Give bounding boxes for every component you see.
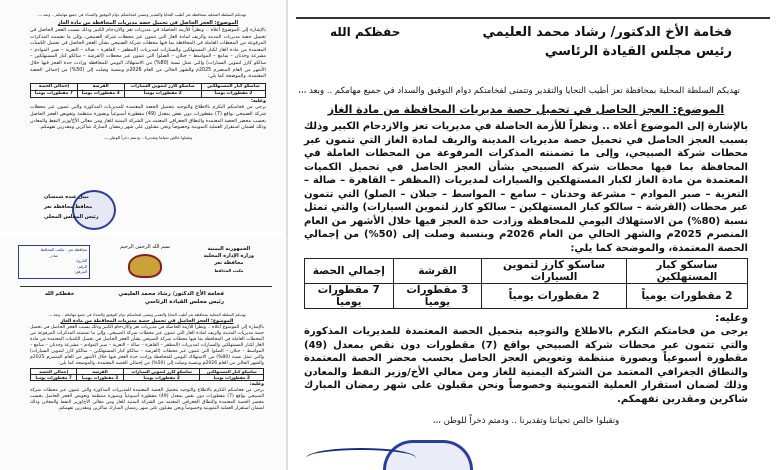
blessing: حفظكم الله — [45, 291, 75, 297]
signature-scribble — [306, 448, 416, 468]
box-number: الرقم: — [77, 263, 87, 269]
blessing: حفظكم الله — [330, 25, 401, 39]
addressee-line1: فخامة الأخ الدكتور/ رشاد محمد العليمي — [482, 25, 732, 40]
quota-table — [30, 83, 266, 98]
national-emblem-icon — [128, 254, 162, 278]
letter-body — [30, 319, 264, 412]
quota-table — [30, 368, 264, 381]
table-cell: 3 مقطورات يومياً — [77, 90, 124, 97]
table-header: ساسكو كارز لتموين السيارات — [123, 369, 200, 375]
body-paragraph-2: يرجى من فخامتكم التكرم بالاطلاع والتوجيه بتحميل الحصة المعتمدة للمديريات المذكورة والتي تتمون عبر محطات شركة الصبيحي بواقع (7) مقطورات دون نقص بمعدل (49) مقطورة أسبوعياً وبصورة منتظمة وتعويض العجز الحاصل بحسب محضر الحصة المعتمدة والنطاق الجغرافي المعتمد من الشركة اليمنية للغاز ومن معالي الأخ/وزير النفط والمعادن وذلك لضمان استقرار العملية التموينية وخصوصاً ونحن مقبلون على شهر رمضان المبارك شاكرين ومقدرين تفهمكم. — [304, 326, 748, 405]
table-header: إجمالي الحصة — [31, 83, 78, 90]
main-letter — [286, 0, 780, 470]
letter-copy-top — [0, 0, 284, 232]
header-divider — [296, 17, 770, 19]
greeting: تهديكم السلطة المحلية بمحافظة تعز أطيب التحايا والتقدير وتتمنى لفخامتكم دوام التوفيق والسداد في جميع مهامكم .. وبعد ،،، — [298, 86, 740, 96]
letter-body — [304, 103, 748, 426]
therefore-label: وعليه: — [715, 312, 748, 324]
outgoing-box — [18, 245, 90, 279]
box-title: محافظة تعز - مكتب المحافظ — [40, 247, 87, 252]
box-attachments: المرفق: — [74, 269, 87, 274]
table-header: إجمالي الحصة — [31, 369, 77, 375]
table-cell: 2 مقطورات يومياً — [123, 375, 200, 381]
table-cell: 7 مقطورات يومياً — [31, 90, 78, 97]
basmala: بسم الله الرحمن الرحيم — [120, 244, 171, 250]
therefore-label: وعليه: — [249, 382, 264, 387]
body-paragraph-2: يرجى من فخامتكم التكرم بالاطلاع والتوجيه بتحميل الحصة المعتمدة للمديريات المذكورة والتي تتمون عبر محطات شركة الصبيحي بواقع (7) مقطورات دون نقص بمعدل (49) مقطورة أسبوعياً وبصورة منتظمة وتعويض العجز الحاصل بحسب محضر الحصة المعتمدة والنطاق الجغرافي المعتمد من الشركة اليمنية للغاز ومن معالي الأخ/وزير النفط والمعادن وذلك لضمان استقرار العملية التموينية وخصوصاً ونحن مقبلون على شهر رمضان المبارك شاكرين ومقدرين تفهمكم. — [30, 105, 267, 131]
table-cell: 3 مقطورات يومياً — [77, 375, 123, 381]
table-header: ساسكو كبار المستهلكين — [200, 369, 264, 375]
ministry-name: وزارة الإدارة المحلية — [203, 253, 254, 259]
box-date: التاريخ: — [75, 258, 87, 263]
office-name: مكتب المحافظ — [214, 268, 244, 273]
closing: وتقبلوا خالص تحياتنا وتقديرنا .. ودمتم ذخراً للوطن ،،، — [104, 134, 192, 140]
quota-table — [304, 258, 748, 309]
signature-name: نبيل عبده شمسان — [44, 194, 89, 200]
letter-copy-bottom — [0, 236, 284, 470]
table-cell: 7 مقطورات يومياً — [31, 375, 77, 381]
body-paragraph-1: بالإشارة إلى الموضوع أعلاه .. ونظراً للأزمة الحاصلة في مديريات تعز والازدحام الكبير وذلك بسبب العجز الحاصل في تحميل حصة مديريات المدينة والريف لمادة الغاز التي تتمون عبر محطات شركة الصبيحي، وإلى ما تضمنته المذكرات المرفوعة من المحطات العاملة في المحافظة بما فيها محطات شركة الصبيحي بشأن العجز الحاصل في تحميل الكميات المعتمدة من مادة الغاز لكبار المستهلكين والسيارات لمديريات (المظفر – القاهرة – صالة – التعزية – صبر الموادم – مشرعة وحدنان – سامع – المواسط – جبلان – الصلو) التي تتمون عبر محطات (القرشة – سالكو كبار المستهلكين – سالكو كارز لتموين السيارات) والتي تمثل نسبة (80%) من الاستهلاك اليومي للمحافظة وزادت حدة العجز فيها خلال الأشهر من العام المنصرم 2025م والشهر الحالي من العام 2026م وبنسبة وصلت إلى (50%) من إجمالي الحصة المعتمدة، والموضحة كما يلي: — [30, 28, 266, 80]
body-paragraph-1: بالإشارة إلى الموضوع أعلاه .. ونظراً للأزمة الحاصلة في مديريات تعز والازدحام الكبير وذلك بسبب العجز الحاصل في تحميل حصة مديريات المدينة والريف لمادة الغاز التي تتمون عبر محطات شركة الصبيحي، وإلى ما تضمنته المذكرات المرفوعة من المحطات العاملة في المحافظة بما فيها محطات شركة الصبيحي بشأن العجز الحاصل في تحميل الكميات المعتمدة من مادة الغاز لكبار المستهلكين والسيارات لمديريات (المظفر – القاهرة – صالة – التعزية – صبر الموادم – مشرعة وحدنان – سامع – المواسط – جبلان – الصلو) التي تتمون عبر محطات (القرشة – سالكو كبار المستهلكين – سالكو كارز لتموين السيارات) والتي تمثل نسبة (80%) من الاستهلاك اليومي للمحافظة وزادت حدة العجز فيها خلال الأشهر من العام المنصرم 2025م والشهر الحالي من العام 2026م وبنسبة وصلت إلى (50%) من إجمالي الحصة المعتمدة، والموضحة كما يلي: — [304, 121, 748, 254]
closing: وتقبلوا خالص تحياتنا وتقديرنا .. ودمتم ذخراً للوطن ،،، — [432, 416, 620, 426]
table-cell: 2 مقطورات يومياً — [482, 284, 627, 309]
table-header: القرشة — [77, 369, 123, 375]
addressee-line2: رئيس مجلس القيادة الرئاسي — [144, 299, 224, 305]
country-name: الجمهورية اليمنية — [207, 246, 251, 252]
signature-title1: محافظ محافظة تعز — [44, 204, 93, 210]
subject: الموضوع: العجز الحاصل في تحميل حصة مديريات المحافظة من مادة الغاز — [60, 319, 234, 324]
table-header: ساسكو كبار المستهلكين — [626, 259, 747, 284]
quota-table-wrap — [30, 83, 266, 98]
greeting: تهديكم السلطة المحلية بمحافظة تعز أطيب التحايا والتقدير وتتمنى لفخامتكم دوام التوفيق والسداد في جميع مهامكم .. وبعد ،،، — [48, 312, 246, 317]
signature-title2: رئيس المجلس المحلي — [44, 214, 99, 220]
table-cell: 7 مقطورات يومياً — [305, 284, 394, 309]
table-header: ساسكو كارز لتموين السيارات — [124, 83, 201, 90]
table-header: إجمالي الحصة — [305, 259, 394, 284]
header-divider — [20, 286, 272, 287]
addressee-line1: فخامة الأخ الدكتور/ رشاد محمد العليمي — [118, 291, 224, 297]
quota-table-wrap — [30, 368, 264, 381]
quota-table-wrap — [304, 258, 748, 309]
table-header: ساسكو كارز لتموين السيارات — [482, 259, 627, 284]
subject: الموضوع: العجز الحاصل في تحميل حصة مديريات المحافظة من مادة الغاز — [327, 103, 725, 116]
box-outgoing: صادر — [50, 252, 58, 258]
table-header: القرشة — [77, 83, 124, 90]
letterhead-right — [204, 246, 254, 274]
letter-body — [30, 20, 266, 140]
table-cell: 2 مقطورات يومياً — [200, 375, 264, 381]
table-header: ساسكو كبار المستهلكين — [201, 83, 265, 90]
body-paragraph-1: بالإشارة إلى الموضوع أعلاه .. ونظراً للأزمة الحاصلة في مديريات تعز والازدحام الكبير وذلك بسبب العجز الحاصل في تحميل حصة مديريات المدينة والريف لمادة الغاز التي تتمون عبر محطات شركة الصبيحي، وإلى ما تضمنته المذكرات المرفوعة من المحطات العاملة في المحافظة بما فيها محطات شركة الصبيحي بشأن العجز الحاصل في تحميل الكميات المعتمدة من مادة الغاز لكبار المستهلكين والسيارات لمديريات (المظفر – القاهرة – صالة – التعزية – صبر الموادم – مشرعة وحدنان – سامع – المواسط – جبلان – الصلو) التي تتمون عبر محطات (القرشة – سالكو كبار المستهلكين – سالكو كارز لتموين السيارات) والتي تمثل نسبة (80%) من الاستهلاك اليومي للمحافظة وزادت حدة العجز فيها خلال الأشهر من العام المنصرم 2025م والشهر الحالي من العام 2026م وبنسبة وصلت إلى (50%) من إجمالي الحصة المعتمدة، والموضحة كما يلي: — [30, 325, 264, 366]
subject: الموضوع: العجز الحاصل في تحميل حصة مديريات المحافظة من مادة الغاز — [57, 20, 239, 26]
table-cell: 2 مقطورات يومياً — [124, 90, 201, 97]
table-cell: 2 مقطورات يومياً — [626, 284, 747, 309]
table-cell: 2 مقطورات يومياً — [201, 90, 265, 97]
greeting: تهديكم السلطة المحلية بمحافظة تعز أطيب التحايا والتقدير وتتمنى لفخامتكم دوام التوفيق والسداد في جميع مهامكم .. وبعد ،،، — [38, 12, 246, 17]
body-paragraph-2: يرجى من فخامتكم التكرم بالاطلاع والتوجيه بتحميل الحصة المعتمدة للمديريات المذكورة والتي تتمون عبر محطات شركة الصبيحي بواقع (7) مقطورات دون نقص بمعدل (49) مقطورة أسبوعياً وبصورة منتظمة وتعويض العجز الحاصل بحسب محضر الحصة المعتمدة والنطاق الجغرافي المعتمد من الشركة اليمنية للغاز ومن معالي الأخ/وزير النفط والمعادن وذلك لضمان استقرار العملية التموينية وخصوصاً ونحن مقبلون على شهر رمضان المبارك شاكرين ومقدرين تفهمكم. — [30, 388, 264, 411]
therefore-label: وعليه: — [250, 98, 266, 104]
governorate-name: محافظة تعز — [214, 260, 244, 266]
addressee-line2: رئيس مجلس القيادة الرئاسي — [544, 44, 732, 59]
table-cell: 3 مقطورات يومياً — [393, 284, 482, 309]
table-header: القرشة — [393, 259, 482, 284]
